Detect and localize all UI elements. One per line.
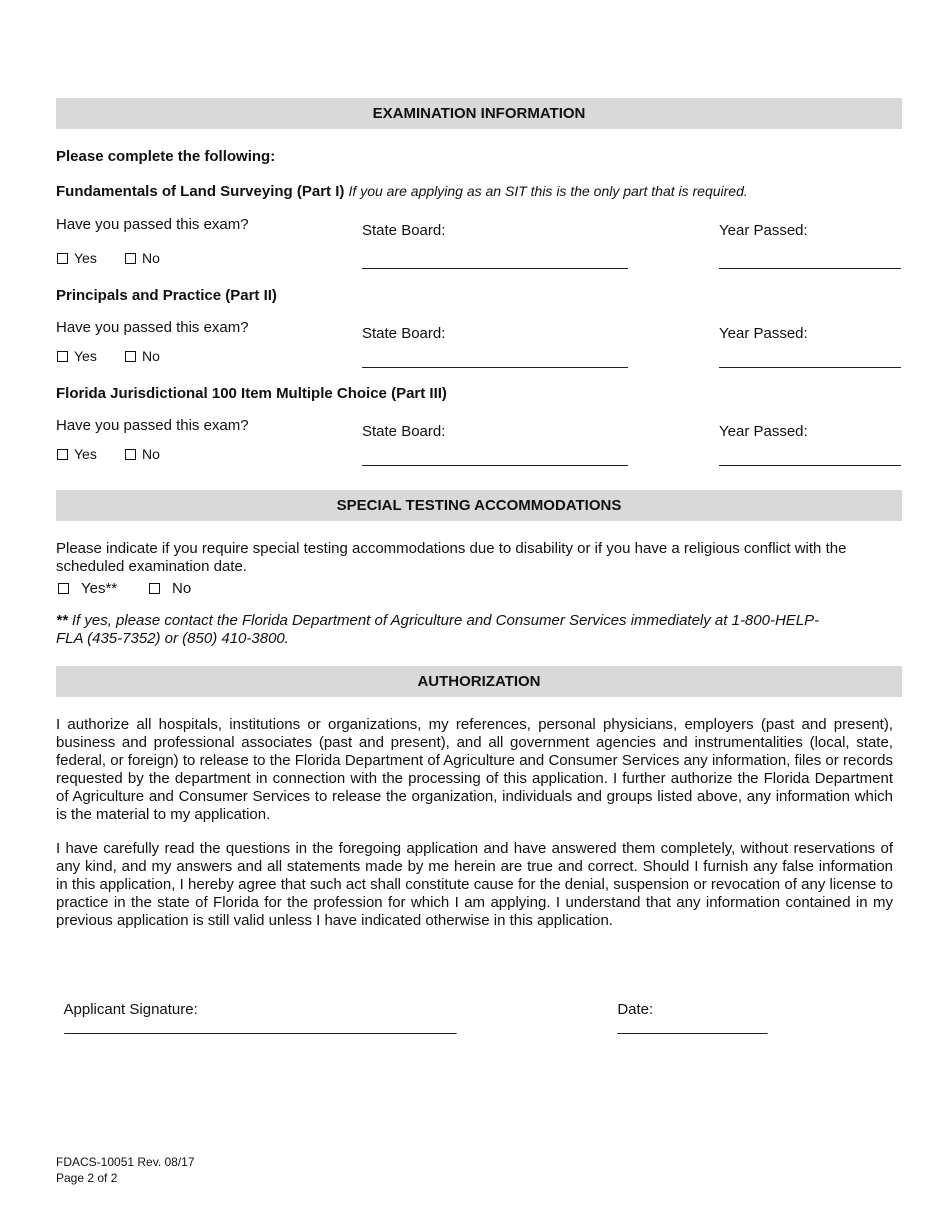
accommodations-no-option[interactable] (149, 580, 191, 597)
part2-title: Principals and Practice (Part II) (56, 287, 277, 304)
footer (56, 1154, 195, 1186)
part3-yes-label: Yes (74, 446, 97, 462)
part2-no-checkbox[interactable] (125, 351, 136, 362)
part2-yes-checkbox[interactable] (57, 351, 68, 362)
signature-label: Applicant Signature: (63, 1001, 198, 1018)
part1-no-checkbox[interactable] (125, 253, 136, 264)
part1-state-board-label: State Board: (362, 222, 446, 239)
part2-yes-label: Yes (74, 348, 97, 364)
part1-title: Fundamentals of Land Surveying (Part I) (56, 183, 345, 200)
part1-note: If you are applying as an SIT this is the only part that is required. (348, 183, 748, 199)
exam-section-header: EXAMINATION INFORMATION (56, 98, 902, 129)
form-id: FDACS-10051 Rev. 08/17 (56, 1155, 195, 1169)
date-field[interactable]: __________________ (617, 1018, 768, 1035)
part3-yes-option[interactable] (57, 446, 97, 462)
part3-no-option[interactable] (125, 446, 160, 462)
part1-yes-option[interactable] (57, 250, 97, 266)
part3-question: Have you passed this exam? (56, 417, 249, 434)
note-text-1: If yes, please contact the Florida Department of Agriculture and Consumer Services immediately at 1-800-HELP- (67, 612, 820, 629)
part1-state-board-field[interactable] (362, 268, 628, 269)
part1-question: Have you passed this exam? (56, 216, 249, 233)
part2-year-passed-field[interactable] (719, 367, 901, 368)
part2-yes-option[interactable] (57, 348, 97, 364)
accommodations-section-header: SPECIAL TESTING ACCOMMODATIONS (56, 490, 902, 521)
part3-year-passed-field[interactable] (719, 465, 901, 466)
part3-year-passed-label: Year Passed: (719, 423, 808, 440)
note-marker: ** (56, 612, 68, 629)
part1-no-label: No (142, 250, 160, 266)
accommodations-yes-option[interactable] (58, 580, 117, 597)
part3-no-label: No (142, 446, 160, 462)
accommodations-yes-label: Yes** (81, 580, 118, 597)
part1-year-passed-label: Year Passed: (719, 222, 808, 239)
page-number: Page 2 of 2 (56, 1171, 118, 1185)
accommodations-yes-checkbox[interactable] (58, 583, 69, 594)
instruction-text: Please complete the following: (56, 148, 276, 165)
part3-state-board-field[interactable] (362, 465, 628, 466)
part2-question: Have you passed this exam? (56, 319, 249, 336)
part1-heading (56, 183, 748, 200)
accommodations-note-line2: FLA (435-7352) or (850) 410-3800. (56, 630, 289, 647)
signature-row (56, 984, 456, 1035)
part1-yes-label: Yes (74, 250, 97, 266)
part2-state-board-field[interactable] (362, 367, 628, 368)
part1-yes-checkbox[interactable] (57, 253, 68, 264)
part1-year-passed-field[interactable] (719, 268, 901, 269)
accommodations-note-line1 (56, 612, 819, 630)
part3-no-checkbox[interactable] (125, 449, 136, 460)
part2-state-board-label: State Board: (362, 325, 446, 342)
part1-no-option[interactable] (125, 250, 160, 266)
part3-yes-checkbox[interactable] (57, 449, 68, 460)
accommodations-text: Please indicate if you require special testing accommodations due to disability or if you have a religious conflict with the scheduled examination date. (56, 540, 847, 575)
date-row (609, 984, 768, 1035)
accommodations-no-checkbox[interactable] (149, 583, 160, 594)
signature-field[interactable]: _______________________________________________ (64, 1018, 457, 1035)
accommodations-no-label: No (172, 580, 192, 597)
accommodations-note (56, 612, 819, 648)
part2-no-option[interactable] (125, 348, 160, 364)
authorization-section-header: AUTHORIZATION (56, 666, 902, 697)
part2-no-label: No (142, 348, 160, 364)
part3-title: Florida Jurisdictional 100 Item Multiple Choice (Part III) (56, 385, 447, 402)
part3-state-board-label: State Board: (362, 423, 446, 440)
date-label: Date: (617, 1001, 654, 1018)
part2-year-passed-label: Year Passed: (719, 325, 808, 342)
authorization-paragraph-2: I have carefully read the questions in the foregoing application and have answered them completely, without reservations of any kind, and my answers and all statements made by me herein are true and correct. Should I furnish any false information in this application, I hereby agree that such act shall constitute cause for the denial, suspension or revocation of any license to practice in the state of Florida for the profession for which I am applying. I understand that any information contained in my previous application is still valid unless I have indicated otherwise in this application. (56, 840, 893, 929)
authorization-paragraph-1: I authorize all hospitals, institutions or organizations, my references, personal physicians, employers (past and present), business and professional associates (past and present), and all government agencies and instrumentalities (local, state, federal, or foreign) to release to the Florida Department of Agriculture and Consumer Services any information, files or records requested by the department in connection with the processing of this application. I further authorize the Florida Department of Agriculture and Consumer Services to release the organization, individuals and groups listed above, any information which is the material to my application. (56, 716, 893, 823)
